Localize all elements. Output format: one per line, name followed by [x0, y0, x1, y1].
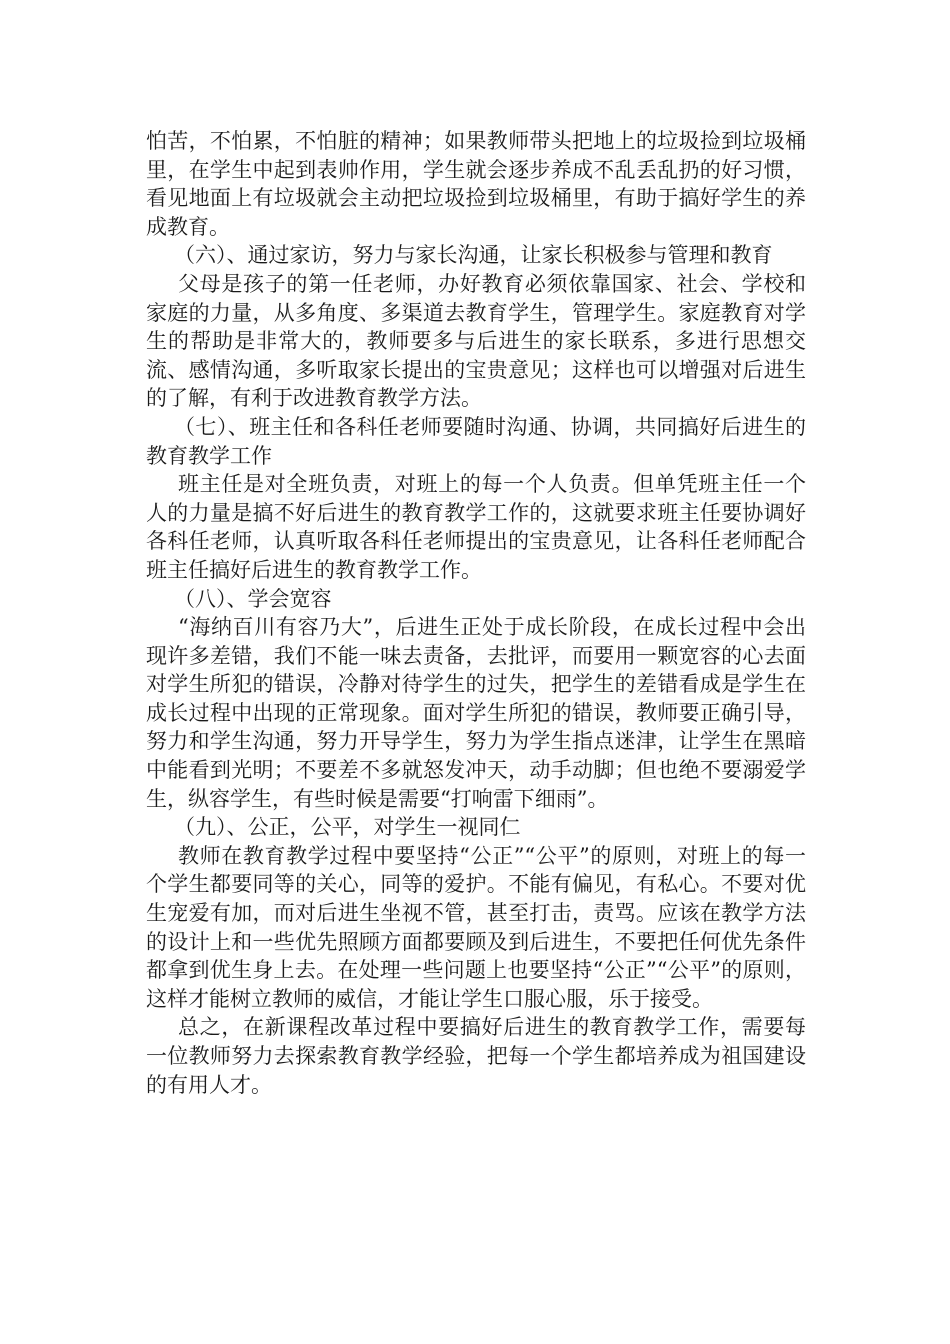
- section-heading-9: （九）、公正，公平，对学生一视同仁: [174, 815, 521, 840]
- paragraph-9: 教师在教育教学过程中要坚持“公正”“公平”的原则，对班上的每一个学生都要同等的关心，同等的爱护。不能有偏见，有私心。不要对优生宠爱有加，而对后进生坐视不管，甚至打击，责骂。应该在教学方法的设计上和一些优先照顾方面都要顾及到后进生，不要把任何优先条件都拿到优生身上去。在处理一些问题上也要坚持“公正”“公平”的原则，这样才能树立教师的威信，才能让学生口服心服，乐于接受。: [146, 843, 806, 1011]
- document-body: [146, 127, 806, 1099]
- paragraph-6: 父母是孩子的第一任老师，办好教育必须依靠国家、社会、学校和家庭的力量，从多角度、多渠道去教育学生，管理学生。家庭教育对学生的帮助是非常大的，教师要多与后进生的家长联系，多进行思想交流、感情沟通，多听取家长提出的宝贵意见；这样也可以增强对后进生的了解，有利于改进教育教学方法。: [146, 271, 806, 411]
- paragraph-8: “海纳百川有容乃大”，后进生正处于成长阶段，在成长过程中会出现许多差错，我们不能一味去责备，去批评，而要用一颗宽容的心去面对学生所犯的错误，冷静对待学生的过失，把学生的差错看成是学生在成长过程中出现的正常现象。面对学生所犯的错误，教师要正确引导，努力和学生沟通，努力开导学生，努力为学生指点迷津，让学生在黑暗中能看到光明；不要差不多就怒发冲天，动手动脚；但也绝不要溺爱学生，纵容学生，有些时候是需要“打响雷下细雨”。: [146, 615, 806, 811]
- section-heading-6: （六）、通过家访，努力与家长沟通，让家长积极参与管理和教育: [174, 243, 773, 268]
- section-heading-7: （七）、班主任和各科任老师要随时沟通、协调，共同搞好后进生的教育教学工作: [146, 414, 806, 468]
- section-heading-8: （八）、学会宽容: [174, 586, 332, 611]
- paragraph-continued: 怕苦，不怕累，不怕脏的精神；如果教师带头把地上的垃圾捡到垃圾桶里，在学生中起到表帅作用，学生就会逐步养成不乱丢乱扔的好习惯，看见地面上有垃圾就会主动把垃圾捡到垃圾桶里，有助于搞好学生的养成教育。: [146, 129, 806, 239]
- paragraph-conclusion: 总之，在新课程改革过程中要搞好后进生的教育教学工作，需要每一位教师努力去探索教育教学经验，把每一个学生都培养成为祖国建设的有用人才。: [146, 1015, 806, 1097]
- paragraph-7: 班主任是对全班负责，对班上的每一个人负责。但单凭班主任一个人的力量是搞不好后进生的教育教学工作的，这就要求班主任要协调好各科任老师，认真听取各科任老师提出的宝贵意见，让各科任老师配合班主任搞好后进生的教育教学工作。: [146, 472, 806, 582]
